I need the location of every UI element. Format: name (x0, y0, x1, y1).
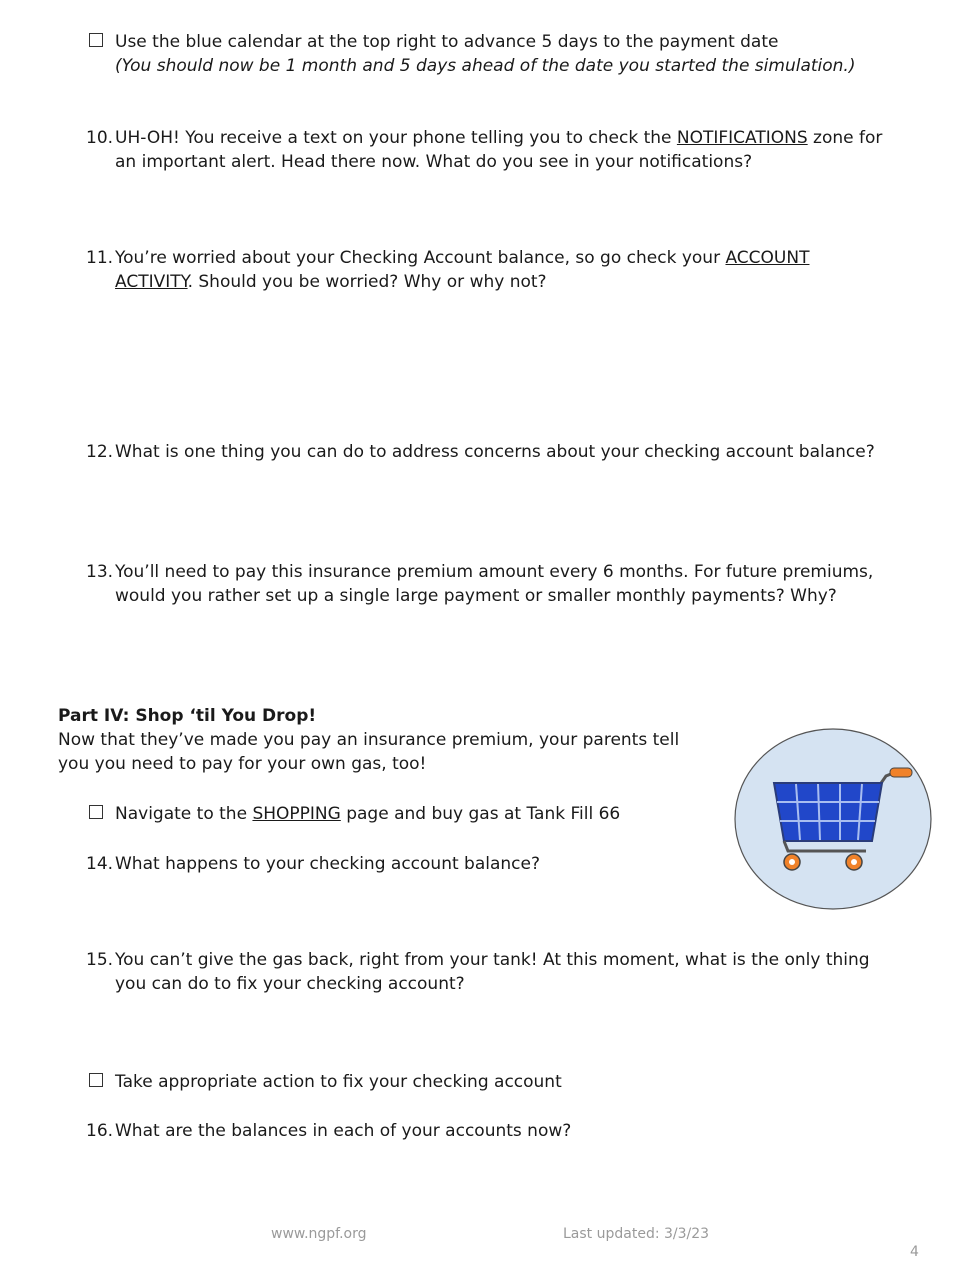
question-text: You can’t give the gas back, right from your tank! At this moment, what is the only thing you can do to fix your checking account? (115, 950, 870, 994)
question-number: 15. (86, 950, 114, 970)
checklist-text: Use the blue calendar at the top right to advance 5 days to the payment date (115, 32, 779, 52)
question-16 (86, 1119, 946, 1145)
section-intro: Now that they’ve made you pay an insurance premium, your parents tell you you need to pay for your own gas, too! (58, 730, 680, 774)
question-number: 14. (86, 854, 114, 874)
footer-site: www.ngpf.org (271, 1226, 367, 1242)
shopping-link[interactable]: SHOPPING (252, 804, 341, 824)
question-14 (86, 852, 726, 878)
account-activity-link-cont[interactable]: ACTIVITY (115, 272, 188, 292)
checklist-item-advance-calendar[interactable] (89, 30, 949, 80)
question-text: UH-OH! You receive a text on your phone telling you to check the NOTIFICATIONS zone for an important alert. Head there now. What do you see in your notifications? (115, 128, 883, 172)
page-number: 4 (910, 1244, 919, 1260)
checklist-text: Navigate to the SHOPPING page and buy gas at Tank Fill 66 (115, 804, 621, 824)
checklist-item-buy-gas[interactable] (89, 802, 729, 828)
question-number: 10. (86, 128, 114, 148)
question-15 (86, 948, 946, 998)
checkbox[interactable] (89, 33, 103, 47)
notifications-link[interactable]: NOTIFICATIONS (676, 128, 808, 148)
shopping-cart-icon (734, 728, 934, 910)
question-10 (86, 126, 946, 176)
question-11 (86, 246, 946, 296)
question-number: 11. (86, 248, 114, 268)
question-text: You’re worried about your Checking Account balance, so go check your ACCOUNT ACTIVITY. Should you be worried? Why or why not? (115, 248, 810, 292)
question-text: You’ll need to pay this insurance premium amount every 6 months. For future premiums, would you rather set up a single large payment or smaller monthly payments? Why? (115, 562, 874, 606)
question-12 (86, 440, 946, 466)
question-number: 12. (86, 442, 114, 462)
checkbox[interactable] (89, 1073, 103, 1087)
question-13 (86, 560, 946, 610)
question-number: 13. (86, 562, 114, 582)
checklist-text: Take appropriate action to fix your checking account (115, 1072, 562, 1092)
checklist-item-fix-checking[interactable] (89, 1070, 729, 1096)
footer-updated: Last updated: 3/3/23 (563, 1226, 710, 1242)
question-text: What happens to your checking account balance? (115, 854, 540, 874)
question-text: What are the balances in each of your accounts now? (115, 1121, 572, 1141)
checklist-note: (You should now be 1 month and 5 days ahead of the date you started the simulation.) (115, 56, 856, 76)
section-heading: Part IV: Shop ‘til You Drop! (58, 706, 317, 726)
checkbox[interactable] (89, 805, 103, 819)
account-activity-link[interactable]: ACCOUNT (725, 248, 810, 268)
question-text: What is one thing you can do to address concerns about your checking account balance? (115, 442, 875, 462)
question-number: 16. (86, 1121, 114, 1141)
